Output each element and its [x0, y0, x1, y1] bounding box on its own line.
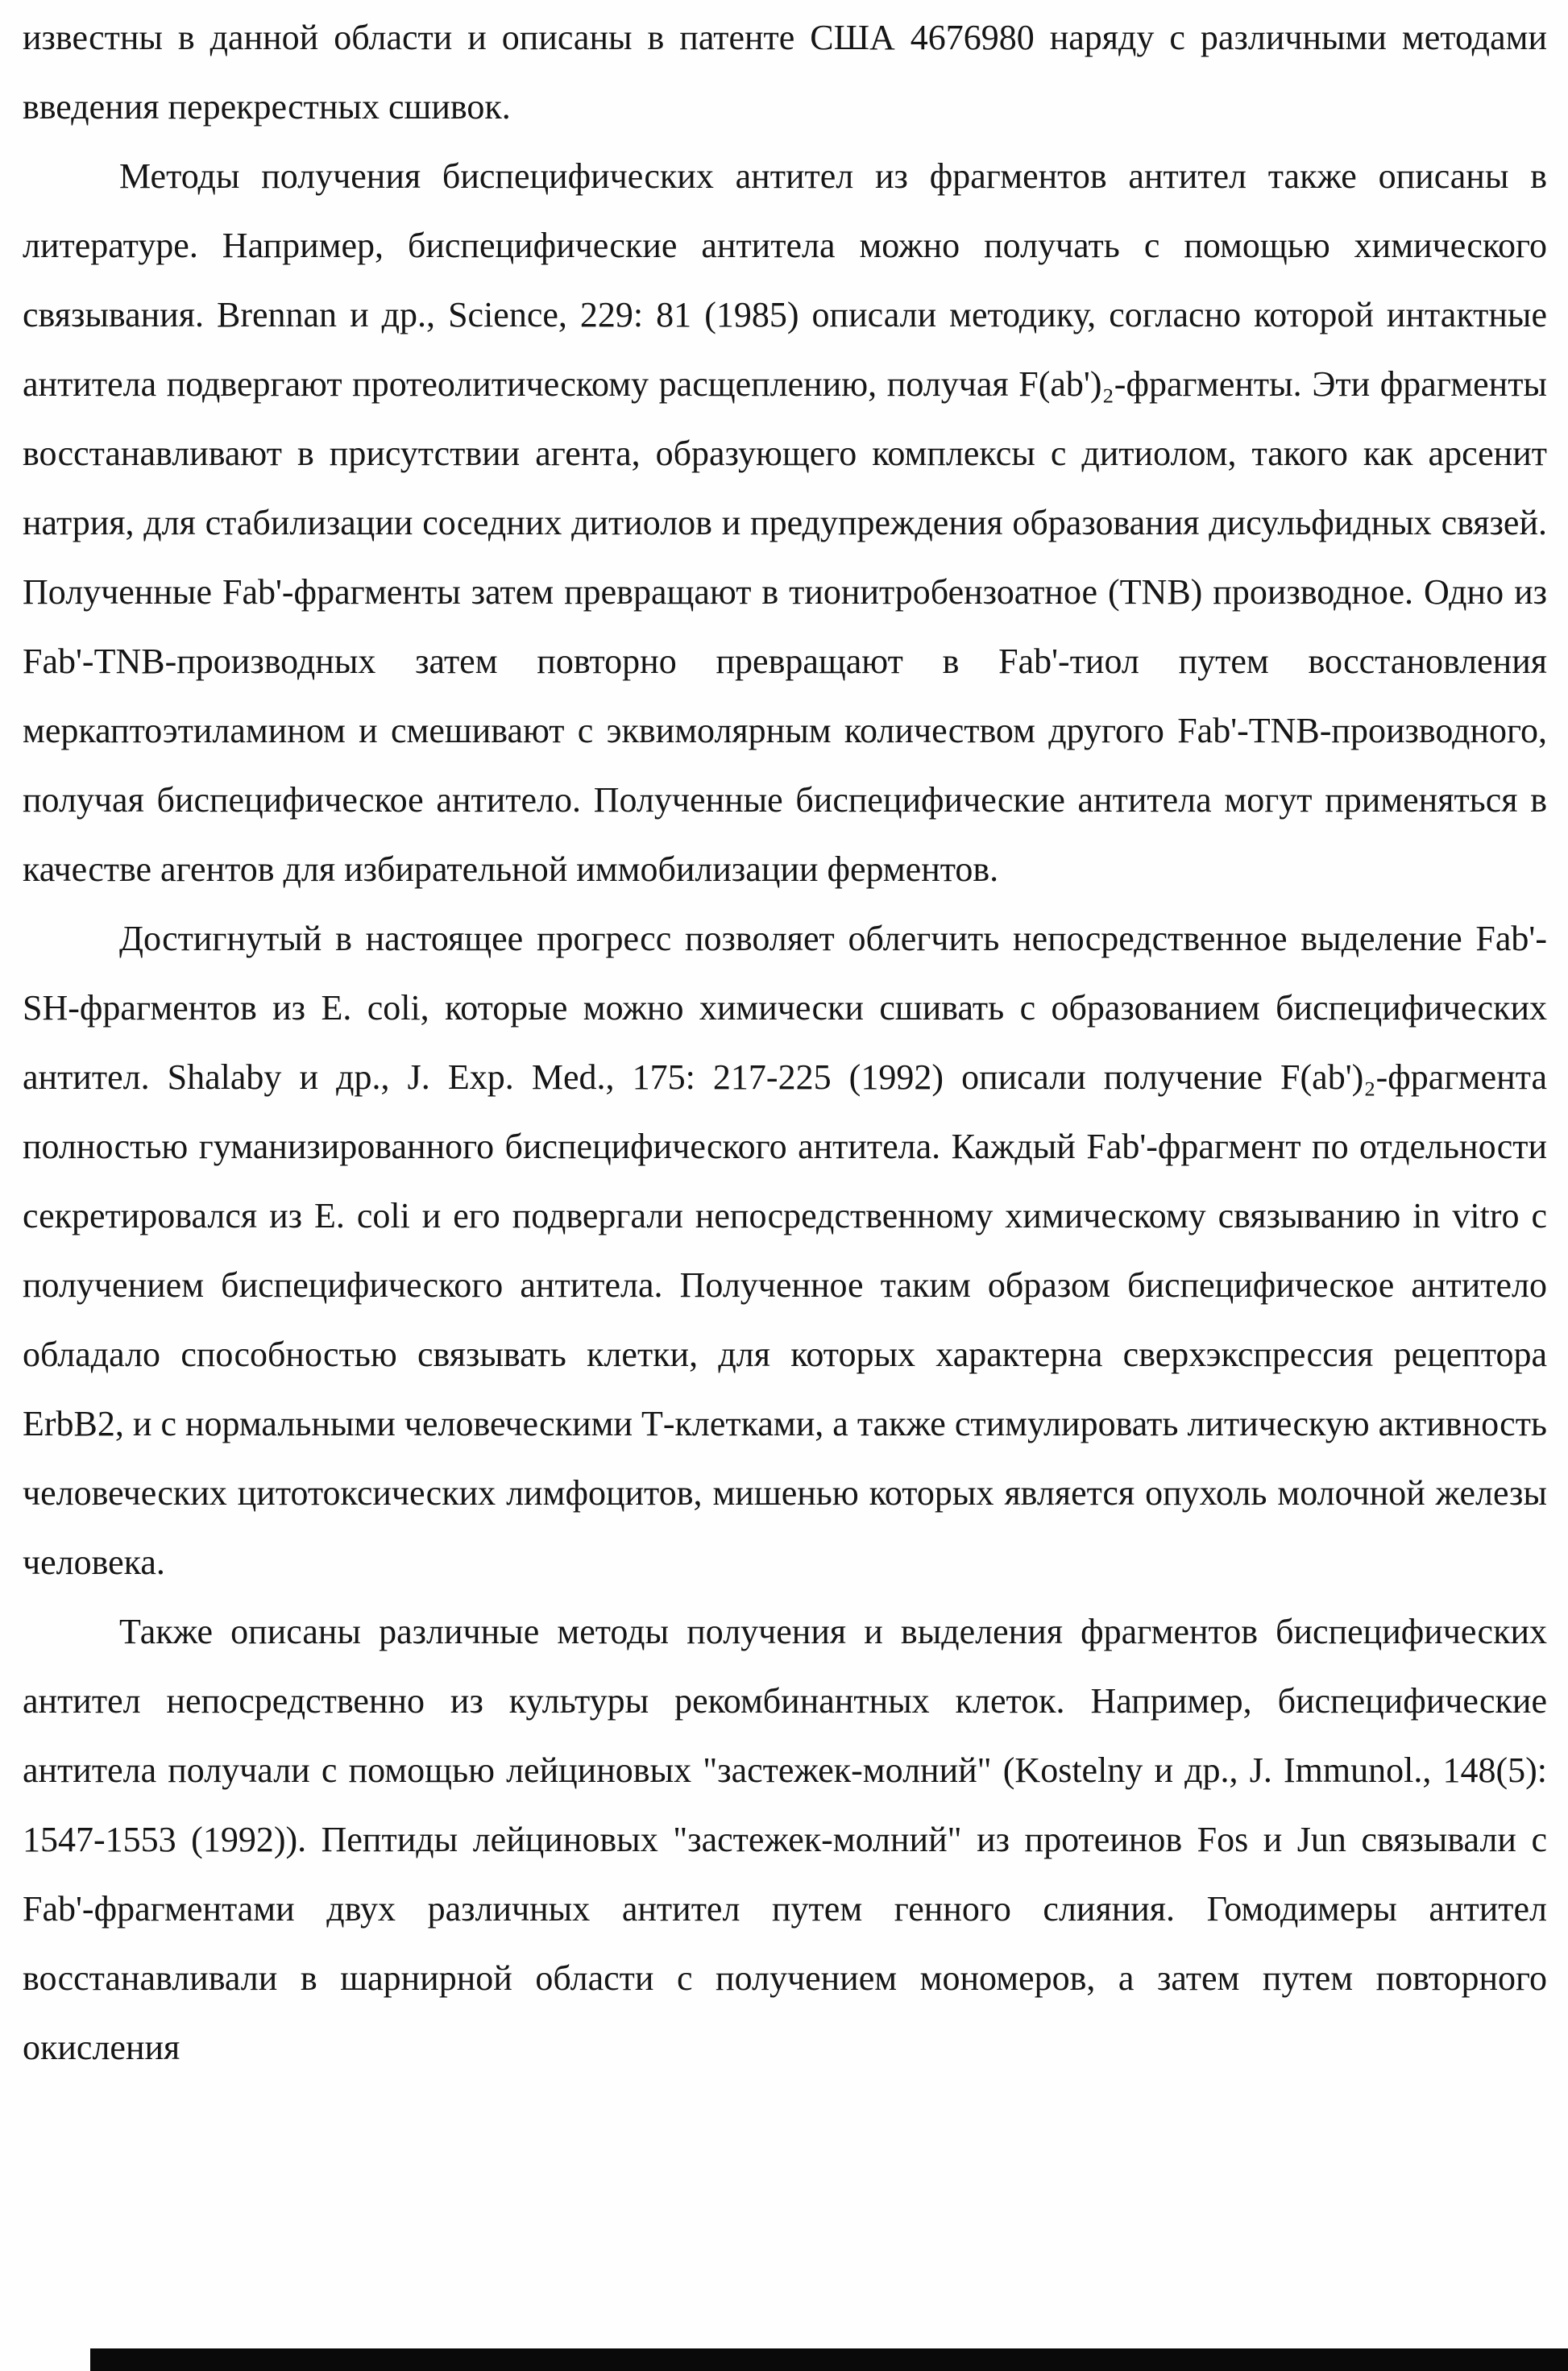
paragraph-bispecific-methods: Методы получения биспецифических антител из фрагментов антител также описаны в литературе. Например, биспецифические антитела можно получать с помощью химического связывания. Brennan и др., Science, 229: 81 (1985) описали методику, согласно которой интактные антитела подвергают протеолитическому расщеплению, получая F(ab')₂-фрагменты. Эти фрагменты восстанавливают в присутствии агента, образующего комплексы с дитиолом, такого как арсенит натрия, для стабилизации соседних дитиолов и предупреждения образования дисульфидных связей. Полученные Fab'-фрагменты затем превращают в тионитробензоатное (TNB) производное. Одно из Fab'-TNB-производных затем повторно превращают в Fab'-тиол путем восстановления меркаптоэтиламином и смешивают с эквимолярным количеством другого Fab'-TNB-производного, получая биспецифическое антитело. Полученные биспецифические антитела могут применяться в качестве агентов для избирательной иммобилизации ферментов.	[23, 156, 1547, 889]
scan-artifact-bar	[90, 2348, 1568, 2371]
paragraph-fab-sh-progress: Достигнутый в настоящее прогресс позволяет облегчить непосредственное выделение Fab'-SH-фрагментов из E. coli, которые можно химически сшивать с образованием биспецифических антител. Shalaby и др., J. Exp. Med., 175: 217-225 (1992) описали получение F(ab')₂-фрагмента полностью гуманизированного биспецифического антитела. Каждый Fab'-фрагмент по отдельности секретировался из E. coli и его подвергали непосредственному химическому связыванию in vitro с получением биспецифического антитела. Полученное таким образом биспецифическое антитело обладало способностью связывать клетки, для которых характерна сверхэкспрессия рецептора ErbB2, и с нормальными человеческими Т-клетками, а также стимулировать литическую активность человеческих цитотоксических лимфоцитов, мишенью которых является опухоль молочной железы человека.	[23, 919, 1547, 1582]
paragraph-continuation: известны в данной области и описаны в патенте США 4676980 наряду с различными методами введения перекрестных сшивок.	[23, 18, 1547, 127]
paragraph-recombinant-culture: Также описаны различные методы получения и выделения фрагментов биспецифических антител непосредственно из культуры рекомбинантных клеток. Например, биспецифические антитела получали с помощью лейциновых "застежек-молний" (Kostelny и др., J. Immunol., 148(5): 1547-1553 (1992)). Пептиды лейциновых "застежек-молний" из протеинов Fos и Jun связывали с Fab'-фрагментами двух различных антител путем генного слияния. Гомодимеры антител восстанавливали в шарнирной области с получением мономеров, а затем путем повторного окисления	[23, 1612, 1547, 2067]
